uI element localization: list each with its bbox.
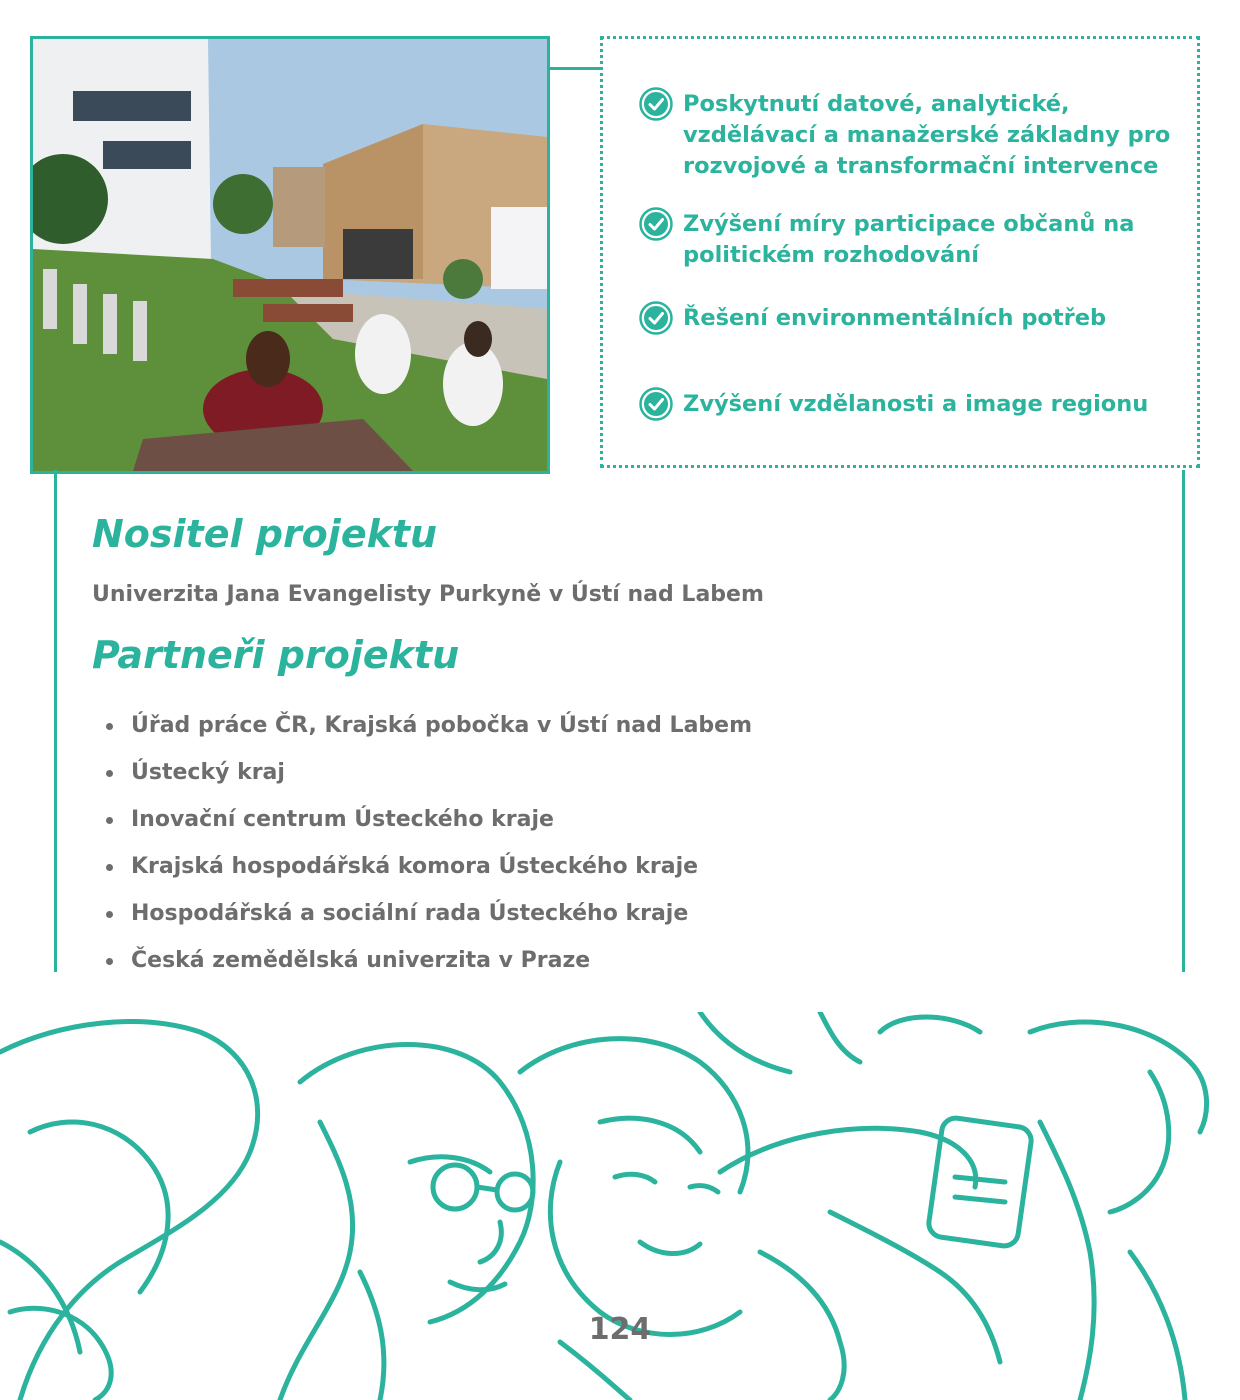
campus-photo [30,36,550,474]
benefit-text: Poskytnutí datové, analytické, vzdělávací a manažerské základny pro rozvojové a transformační intervence [683,91,1171,179]
frame-line-right [1182,470,1185,972]
benefit-item [639,303,1188,335]
partner-item: Krajská hospodářská komora Ústeckého kraje [92,849,752,896]
check-circle-icon [639,207,673,241]
benefit-text: Zvýšení vzdělanosti a image regionu [683,391,1149,417]
page-number: 124 [588,1312,652,1347]
frame-line-left [54,470,57,972]
benefit-text: Řešení environmentálních potřeb [683,305,1107,331]
partner-item: Ústecký kraj [92,755,752,802]
connector-line-top [547,67,600,70]
check-circle-icon [639,87,673,121]
partners-heading: Partneři projektu [92,633,460,677]
benefit-item [639,209,1188,271]
partners-list [92,708,752,990]
benefit-text: Zvýšení míry participace občanů na politickém rozhodování [683,211,1135,268]
check-circle-icon [639,301,673,335]
partner-item: Úřad práce ČR, Krajská pobočka v Ústí nad Labem [92,708,752,755]
partner-item: Česká zemědělská univerzita v Praze [92,943,752,990]
partner-item: Hospodářská a sociální rada Ústeckého kraje [92,896,752,943]
holder-heading: Nositel projektu [92,512,438,556]
check-circle-icon [639,387,673,421]
holder-name: Univerzita Jana Evangelisty Purkyně v Ústí nad Labem [92,582,764,607]
partner-item: Inovační centrum Ústeckého kraje [92,802,752,849]
benefits-box [600,36,1200,468]
benefit-item [639,389,1188,421]
benefit-item [639,89,1188,182]
